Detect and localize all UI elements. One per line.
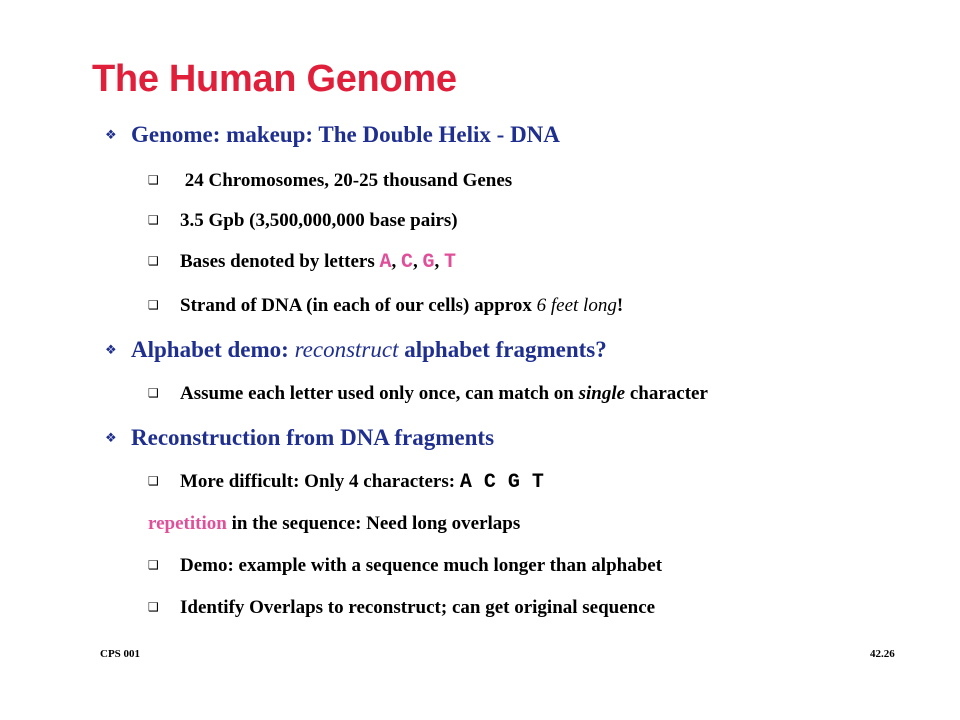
code-text: A C G T (459, 471, 544, 494)
bullet-text: Assume each letter used only once, can match on (180, 383, 579, 404)
bullet-text: Genome: makeup: The Double Helix - DNA (131, 122, 560, 147)
emphasis-text: single (578, 383, 626, 404)
letter-a: A (379, 251, 392, 274)
bullet-text: Alphabet demo: (131, 337, 295, 362)
bullet-text: alphabet fragments? (398, 337, 607, 362)
shadowed-square-icon: ❑ (148, 600, 159, 614)
shadowed-square-icon: ❑ (148, 386, 159, 400)
emphasis-text: reconstruct (294, 337, 399, 362)
bullet-text: Strand of DNA (in each of our cells) approx (180, 295, 537, 316)
bullet-text: More difficult: Only 4 characters: (180, 471, 460, 492)
sub-bullet-chromosomes (148, 170, 512, 192)
bullet-text: Reconstruction from DNA fragments (131, 425, 495, 450)
slide-title: The Human Genome (92, 58, 457, 100)
sub-bullet-strand (148, 295, 623, 317)
bullet-text: 3.5 Gpb (3,500,000,000 base pairs) (180, 210, 458, 231)
sub-bullet-demo (148, 555, 662, 577)
bullet-reconstruction (105, 425, 494, 451)
shadowed-square-icon: ❑ (148, 558, 159, 572)
sub-bullet-gpb (148, 210, 458, 232)
letter-t: T (444, 251, 457, 274)
diamond-cluster-icon: ❖ (105, 431, 117, 446)
bullet-text: Bases denoted by letters (180, 251, 380, 272)
bullet-alphabet-demo (105, 337, 607, 363)
comma: , (391, 251, 401, 272)
emphasis-text: 6 feet long (536, 295, 617, 316)
bullet-text: Identify Overlaps to reconstruct; can get original sequence (180, 597, 656, 618)
footer-slide-number: 42.26 (870, 648, 895, 660)
bullet-genome-makeup (105, 122, 560, 148)
comma: , (413, 251, 423, 272)
highlight-word: repetition (148, 513, 227, 534)
sub-bullet-bases (148, 251, 456, 274)
shadowed-square-icon: ❑ (148, 474, 159, 488)
comma: , (434, 251, 445, 272)
bullet-text: 24 Chromosomes, 20-25 thousand Genes (180, 170, 513, 191)
bullet-text: ! (616, 295, 624, 316)
bullet-text: Demo: example with a sequence much longer than alphabet (180, 555, 663, 576)
sub-bullet-more-difficult (148, 471, 544, 494)
bullet-text: in the sequence: Need long overlaps (226, 513, 521, 534)
shadowed-square-icon: ❑ (148, 298, 159, 312)
shadowed-square-icon: ❑ (148, 213, 159, 227)
shadowed-square-icon: ❑ (148, 173, 159, 187)
diamond-cluster-icon: ❖ (105, 128, 117, 143)
sub-bullet-assume (148, 383, 708, 405)
bullet-text: character (625, 383, 708, 404)
footer-course: CPS 001 (100, 648, 141, 660)
diamond-cluster-icon: ❖ (105, 343, 117, 358)
sub-line-repetition (148, 513, 520, 535)
letter-g: G (422, 251, 435, 274)
sub-bullet-identify (148, 597, 655, 619)
letter-c: C (401, 251, 414, 274)
shadowed-square-icon: ❑ (148, 254, 159, 268)
